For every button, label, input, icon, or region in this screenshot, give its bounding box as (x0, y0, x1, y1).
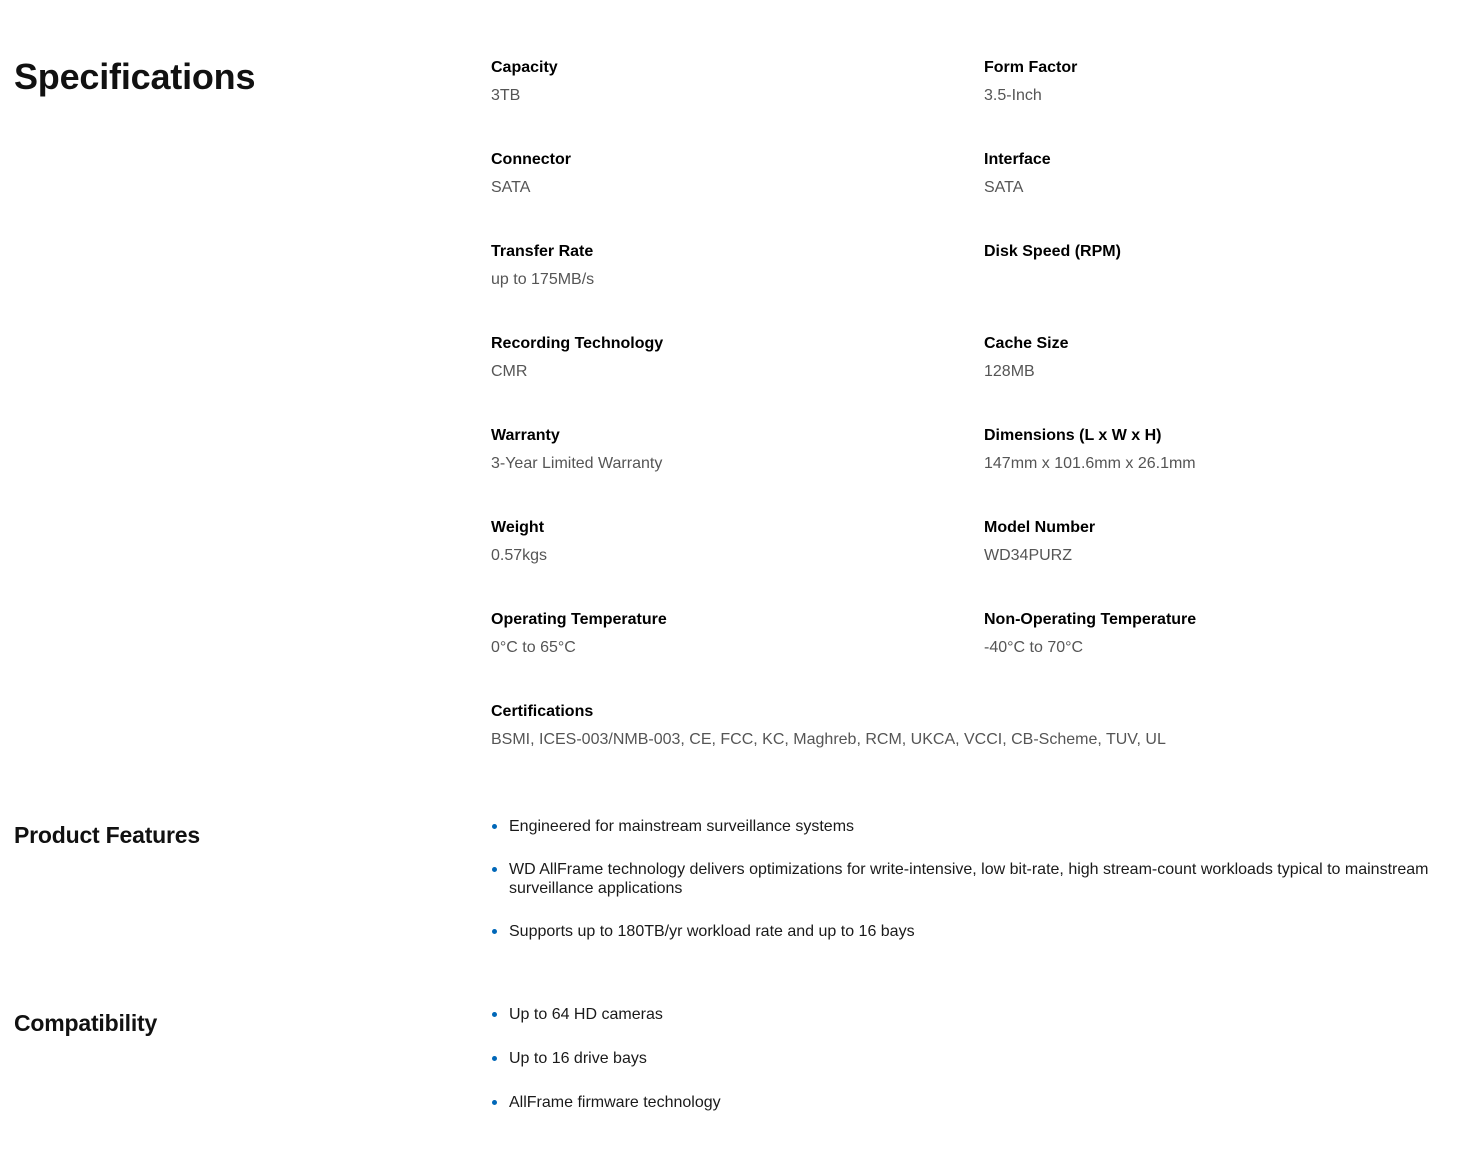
bullet-dot-icon (492, 1100, 497, 1105)
spec-label: Capacity (491, 59, 558, 76)
compatibility-list (491, 1005, 1446, 1137)
spec-label: Interface (984, 151, 1051, 168)
spec-value: CMR (491, 363, 528, 380)
spec-certifications (491, 702, 1451, 794)
product-features-list (491, 817, 1446, 965)
list-item-text: Up to 64 HD cameras (509, 1006, 663, 1023)
list-item (491, 817, 1446, 836)
spec-label: Warranty (491, 427, 560, 444)
spec-value: 3TB (491, 87, 521, 104)
bullet-dot-icon (492, 1056, 497, 1061)
specifications-title: Specifications (14, 56, 256, 97)
list-item-text: Supports up to 180TB/yr workload rate and up to 16 bays (509, 923, 915, 940)
spec-value: 3-Year Limited Warranty (491, 455, 663, 472)
spec-dimensions (984, 426, 1451, 518)
spec-connector (491, 150, 984, 242)
spec-warranty (491, 426, 984, 518)
spec-value: SATA (491, 179, 531, 196)
bullet-dot-icon (492, 1012, 497, 1017)
spec-label: Non-Operating Temperature (984, 611, 1197, 628)
list-item (491, 922, 1446, 941)
compatibility-title: Compatibility (14, 1010, 158, 1036)
spec-value: WD34PURZ (984, 547, 1073, 564)
spec-value: 147mm x 101.6mm x 26.1mm (984, 455, 1196, 472)
spec-label: Recording Technology (491, 335, 664, 352)
spec-value: 128MB (984, 363, 1035, 380)
spec-value: 0.57kgs (491, 547, 548, 564)
spec-value: -40°C to 70°C (984, 639, 1084, 656)
specifications-grid (491, 58, 1451, 794)
spec-non-operating-temperature (984, 610, 1451, 702)
spec-label: Operating Temperature (491, 611, 667, 628)
list-item (491, 1049, 1446, 1068)
spec-recording-technology (491, 334, 984, 426)
list-item-text: Up to 16 drive bays (509, 1050, 647, 1067)
spec-label: Weight (491, 519, 545, 536)
spec-label: Cache Size (984, 335, 1069, 352)
spec-value: 3.5-Inch (984, 87, 1042, 104)
spec-label: Form Factor (984, 59, 1078, 76)
spec-transfer-rate (491, 242, 984, 334)
spec-label: Model Number (984, 519, 1096, 536)
spec-cache-size (984, 334, 1451, 426)
spec-form-factor (984, 58, 1451, 150)
list-item (491, 1005, 1446, 1024)
spec-interface (984, 150, 1451, 242)
bullet-dot-icon (492, 867, 497, 872)
bullet-dot-icon (492, 824, 497, 829)
spec-label: Disk Speed (RPM) (984, 243, 1121, 260)
list-item-text: WD AllFrame technology delivers optimizations for write-intensive, low bit-rate, high stream-count workloads typical to mainstream surveillance applications (509, 861, 1429, 897)
spec-label: Certifications (491, 703, 594, 720)
list-item (491, 1093, 1446, 1112)
spec-value: BSMI, ICES-003/NMB-003, CE, FCC, KC, Maghreb, RCM, UKCA, VCCI, CB-Scheme, TUV, UL (491, 731, 1166, 748)
spec-label: Transfer Rate (491, 243, 594, 260)
spec-capacity (491, 58, 984, 150)
spec-value: SATA (984, 179, 1024, 196)
list-item (491, 860, 1446, 898)
list-item-text: Engineered for mainstream surveillance systems (509, 818, 855, 835)
spec-value: up to 175MB/s (491, 271, 595, 288)
list-item-text: AllFrame firmware technology (509, 1094, 721, 1111)
spec-label: Dimensions (L x W x H) (984, 427, 1162, 444)
spec-disk-speed (984, 242, 1451, 334)
bullet-dot-icon (492, 929, 497, 934)
spec-weight (491, 518, 984, 610)
spec-label: Connector (491, 151, 571, 168)
product-features-title: Product Features (14, 822, 200, 848)
spec-operating-temperature (491, 610, 984, 702)
spec-model-number (984, 518, 1451, 610)
spec-value: 0°C to 65°C (491, 639, 576, 656)
